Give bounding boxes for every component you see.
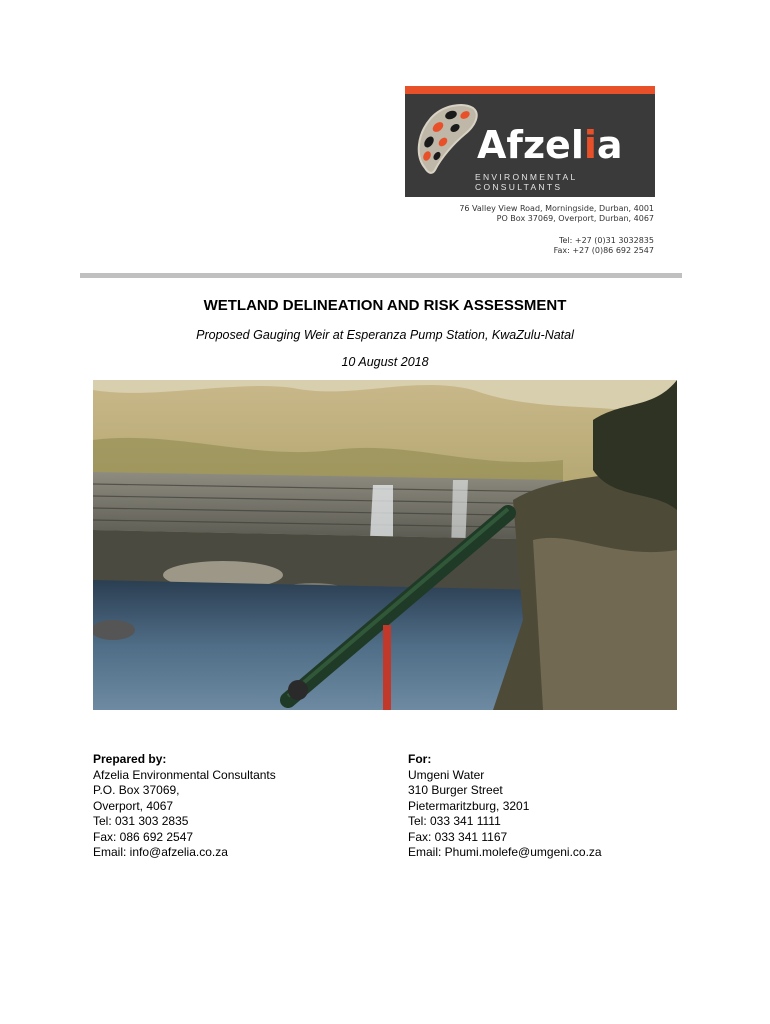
company-fax: Fax: +27 (0)86 692 2547 [553, 246, 654, 255]
company-address-street: 76 Valley View Road, Morningside, Durban, 4001 [459, 204, 654, 213]
prepared-by-line: Fax: 086 692 2547 [93, 829, 194, 844]
gauging-weir-photo [93, 380, 677, 710]
logo-tagline: ENVIRONMENTAL CONSULTANTS [475, 172, 578, 192]
prepared-by-line: Afzelia Environmental Consultants [93, 767, 276, 782]
prepared-for-line: Umgeni Water [408, 767, 485, 782]
company-telephone: Tel: +27 (0)31 3032835 [558, 236, 654, 245]
prepared-by-heading: Prepared by: [93, 752, 167, 766]
prepared-for-line: Tel: 033 341 1111 [408, 814, 501, 828]
prepared-for-line: Pietermaritzburg, 3201 [408, 798, 530, 813]
prepared-by-line: P.O. Box 37069, [93, 783, 180, 797]
seed-pod-icon [411, 98, 483, 178]
prepared-for-line: 310 Burger Street [408, 783, 503, 797]
prepared-by-line: Tel: 031 303 2835 [93, 814, 189, 828]
prepared-for-line: Fax: 033 341 1167 [408, 829, 508, 844]
logo-wordmark: Afzelia [477, 123, 623, 167]
prepared-by-block [93, 752, 276, 861]
prepared-by-line: Overport, 4067 [93, 798, 174, 813]
company-address-po-box: PO Box 37069, Overport, Durban, 4067 [496, 214, 654, 223]
header-divider [80, 273, 682, 278]
prepared-by-email: Email: info@afzelia.co.za [93, 845, 228, 859]
logo-accent-bar [405, 86, 655, 94]
report-date: 10 August 2018 [341, 355, 429, 369]
company-logo [405, 86, 655, 197]
prepared-for-block [408, 752, 602, 861]
prepared-for-heading: For: [408, 752, 432, 766]
report-title: WETLAND DELINEATION AND RISK ASSESSMENT [203, 297, 567, 314]
prepared-for-email: Email: Phumi.molefe@umgeni.co.za [408, 845, 602, 859]
report-subtitle: Proposed Gauging Weir at Esperanza Pump Station, KwaZulu-Natal [196, 328, 574, 342]
